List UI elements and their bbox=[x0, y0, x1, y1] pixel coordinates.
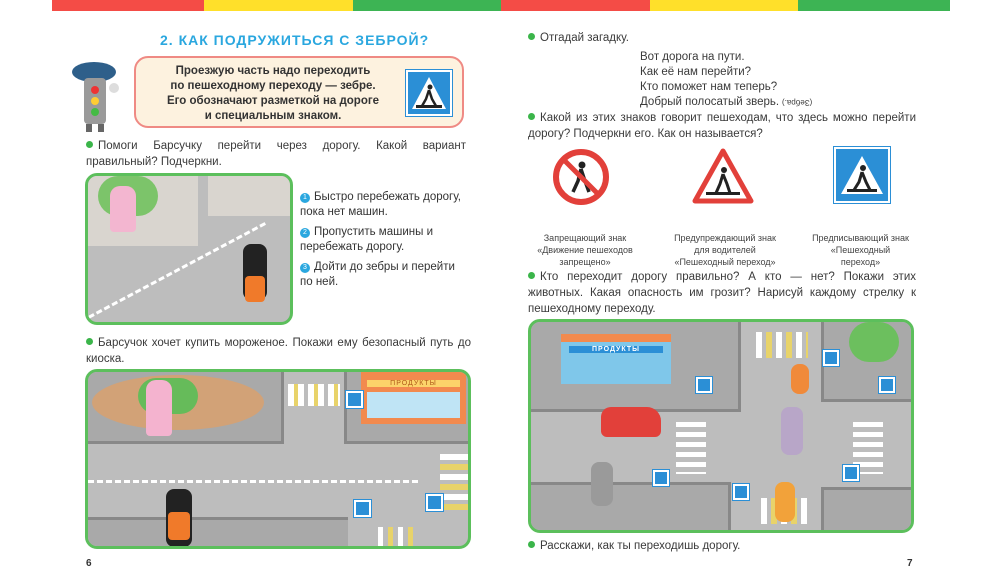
task-animals bbox=[528, 269, 916, 317]
shop-window bbox=[367, 392, 460, 418]
dog-character bbox=[775, 482, 795, 522]
block bbox=[88, 517, 348, 549]
caption-line: Запрещающий знак bbox=[543, 233, 627, 243]
option-2[interactable] bbox=[300, 225, 470, 255]
bullet-icon bbox=[528, 33, 535, 40]
crossing-sign-icon bbox=[843, 465, 859, 481]
riddle-answer: (Зебра.) bbox=[782, 98, 813, 107]
option-number: 3 bbox=[300, 263, 310, 273]
sign-caption-warning bbox=[660, 232, 790, 268]
bullet-icon bbox=[528, 113, 535, 120]
bullet-icon bbox=[528, 272, 535, 279]
lane-marking bbox=[88, 480, 418, 483]
traffic-light-mascot-icon bbox=[70, 58, 128, 134]
crossing-sign-icon bbox=[354, 500, 371, 517]
crossing-sign-icon bbox=[823, 350, 839, 366]
task-help-badger bbox=[86, 138, 466, 170]
crossing-sign-icon bbox=[426, 494, 443, 511]
color-segment bbox=[650, 0, 798, 11]
red-car bbox=[601, 407, 661, 437]
zebra-crossing bbox=[440, 454, 470, 514]
crossing-sign-icon bbox=[696, 377, 712, 393]
task-text: Кто переходит дорогу правильно? А кто — нет? Покажи этих животных. Какая опасность им грозит? Нарисуй каждому стрелку к пешеходному переходу. bbox=[528, 271, 916, 315]
riddle-line: Кто поможет нам теперь? bbox=[640, 81, 778, 93]
bubble-line: и специальным знаком. bbox=[204, 110, 342, 122]
crossing-sign-icon bbox=[346, 391, 363, 408]
riddle-line: Как её нам перейти? bbox=[640, 66, 752, 78]
pedestrian-crossing-sign-icon bbox=[406, 70, 452, 116]
ice-cream-kiosk-icon bbox=[146, 380, 172, 436]
bullet-icon bbox=[528, 541, 535, 548]
task-ice-cream bbox=[86, 335, 471, 367]
sidewalk bbox=[208, 176, 293, 216]
option-number: 1 bbox=[300, 193, 310, 203]
sign-caption-mandatory bbox=[798, 232, 923, 268]
option-1[interactable] bbox=[300, 190, 470, 220]
zebra-crossing bbox=[676, 422, 706, 474]
options-list bbox=[300, 190, 470, 290]
option-text: Дойти до зебры и перейти по ней. bbox=[300, 261, 455, 288]
illustration-badger-road bbox=[85, 173, 293, 325]
riddle-line: Добрый полосатый зверь. bbox=[640, 96, 780, 108]
shop-sign: ПРОДУКТЫ bbox=[569, 346, 663, 353]
zebra-crossing bbox=[756, 332, 808, 358]
task-text: Барсучок хочет купить мороженое. Покажи ему безопасный путь до киоска. bbox=[86, 337, 471, 365]
task-riddle bbox=[528, 30, 629, 46]
illustration-ice-cream-route bbox=[85, 369, 471, 549]
pedestrian-crossing-sign-icon[interactable] bbox=[834, 147, 890, 203]
block bbox=[531, 482, 731, 533]
color-segment bbox=[798, 0, 950, 11]
shop-building bbox=[361, 372, 466, 424]
task-signs bbox=[528, 110, 916, 142]
riddle-line: Вот дорога на пути. bbox=[640, 51, 745, 63]
warning-crossing-sign-icon[interactable] bbox=[692, 148, 754, 204]
option-number: 2 bbox=[300, 228, 310, 238]
bush bbox=[849, 322, 899, 362]
zebra-crossing bbox=[378, 527, 416, 549]
caption-line: «Пешеходный bbox=[830, 245, 891, 255]
page-number: 7 bbox=[907, 558, 913, 569]
crossing-sign-icon bbox=[879, 377, 895, 393]
block bbox=[821, 487, 914, 533]
shop-building bbox=[561, 334, 671, 384]
crossing-sign-icon bbox=[653, 470, 669, 486]
page-title: 2. КАК ПОДРУЖИТЬСЯ С ЗЕБРОЙ? bbox=[160, 32, 430, 48]
bubble-line: Его обозначают разметкой на дороге bbox=[166, 95, 380, 107]
task-text: Какой из этих знаков говорит пешеходам, что здесь можно перейти дорогу? Подчеркни его. Как он называется? bbox=[528, 112, 916, 140]
caption-line: для водителей bbox=[694, 245, 756, 255]
page-number: 6 bbox=[86, 558, 92, 569]
bubble-line: по пешеходному переходу — зебре. bbox=[170, 80, 376, 92]
task-text: Отгадай загадку. bbox=[540, 32, 629, 44]
zebra-crossing bbox=[288, 384, 340, 406]
ice-cream-kiosk-icon bbox=[110, 186, 136, 232]
color-segment bbox=[204, 0, 353, 11]
riddle-poem bbox=[640, 50, 813, 110]
illustration-intersection bbox=[528, 319, 914, 533]
shop-sign: ПРОДУКТЫ bbox=[367, 380, 460, 387]
caption-line: Предупреждающий знак bbox=[674, 233, 776, 243]
caption-line: переход» bbox=[840, 257, 881, 267]
badger-pants bbox=[245, 276, 265, 302]
squirrel-character bbox=[791, 364, 809, 394]
no-pedestrians-sign-icon[interactable] bbox=[552, 148, 610, 206]
task-text: Расскажи, как ты переходишь дорогу. bbox=[540, 540, 741, 552]
option-text: Пропустить машины и перебежать дорогу. bbox=[300, 226, 433, 253]
crossing-sign-icon bbox=[733, 484, 749, 500]
caption-line: «Движение пешеходов bbox=[537, 245, 633, 255]
badger-pants bbox=[168, 512, 190, 540]
option-3[interactable] bbox=[300, 260, 470, 290]
task-tell bbox=[528, 538, 740, 554]
color-segment bbox=[501, 0, 650, 11]
task-text: Помоги Барсучку перейти через дорогу. Какой вариант правильный? Подчеркни. bbox=[86, 140, 466, 168]
bullet-icon bbox=[86, 338, 93, 345]
rabbit-character bbox=[591, 462, 613, 506]
caption-line: Предписывающий знак bbox=[812, 233, 909, 243]
option-text: Быстро перебежать дорогу, пока нет машин. bbox=[300, 191, 462, 218]
mouse-character bbox=[781, 407, 803, 455]
bubble-line: Проезжую часть надо переходить bbox=[175, 65, 371, 77]
color-segment bbox=[52, 0, 204, 11]
caption-line: «Пешеходный переход» bbox=[674, 257, 776, 267]
bullet-icon bbox=[86, 141, 93, 148]
color-segment bbox=[353, 0, 501, 11]
caption-line: запрещено» bbox=[559, 257, 611, 267]
sign-caption-prohibitory bbox=[520, 232, 650, 268]
